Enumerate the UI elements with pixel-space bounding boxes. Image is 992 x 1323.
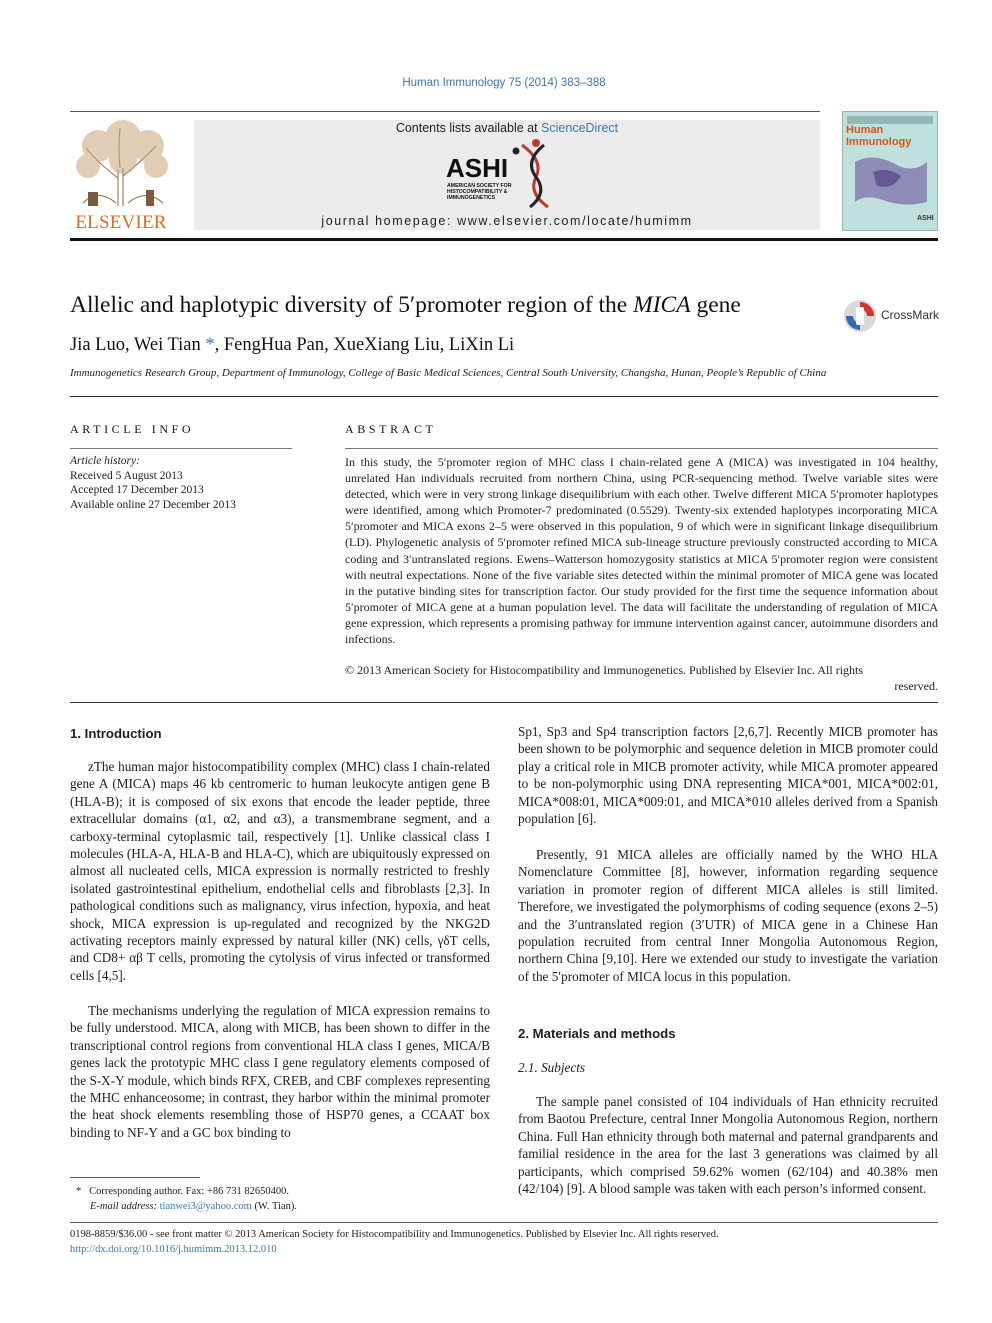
svg-text:AMERICAN SOCIETY FOR: AMERICAN SOCIETY FOR [447,183,512,189]
contents-prefix: Contents lists available at [395,121,542,135]
footnote-rule [70,1177,200,1178]
email-link[interactable]: tianwei3@yahoo.com [159,1201,252,1212]
title-text: Allelic and haplotypic diversity of 5′promoter region of the [70,292,634,318]
authors-rest: , FengHua Pan, XueXiang Liu, LiXin Li [214,335,515,355]
footnote-mark: * [76,1186,82,1197]
title-gene: MICA [633,292,691,318]
section-divider [70,702,938,703]
introduction-paragraph-1 [70,758,490,984]
header-thick-divider [70,238,938,241]
subjects-text: The sample panel consisted of 104 individuals of Han ethnicity recruited from Baotou Prefecture, central Inner Mongolia Autonomous Region, northern China. Full Han ethnicity through both maternal and paternal grandparents and familial residence in the area for the last 3 generations was claimed by all participants, which comprised 59.62% women (62/104) and 40.38% men (42/104) [9]. A blood sample was taken with each person’s informed consent. [518,1094,938,1197]
subjects-paragraph [518,1093,938,1197]
svg-text:HISTOCOMPATIBILITY &: HISTOCOMPATIBILITY & [447,189,508,195]
abstract-heading: ABSTRACT [345,422,437,436]
cover-title [846,124,934,148]
intro-p2-text: The mechanisms underlying the regulation of MICA expression remains to be fully understood. MICA, along with MICB, has been shown to differ in the transcriptional control regions from conventional HLA class I genes, MICA/B genes lack the prototypic MHC class I gene regulatory elements composed of the S-X-Y module, which binds RFX, CREB, and CBF complexes representing the MHC enhanceosome; in contrast, they harbor within the minimal promoter the heat shock elements resembling those of HSP70 genes, a CCAAT box binding to NF-Y and a GC box binding to [70,1003,490,1140]
issn-copyright: 0198-8859/$36.00 - see front matter © 2013 American Society for Histocompatibility and Immunogenetics. Published by Elsevier Inc. All rights reserved. [70,1229,719,1240]
sciencedirect-link[interactable]: ScienceDirect [541,121,619,135]
journal-reference-link[interactable]: Human Immunology 75 (2014) 383–388 [402,77,606,89]
cover-ashi-label: ASHI [917,215,934,222]
introduction-heading: 1. Introduction [70,726,162,741]
section-divider [70,396,938,397]
doi-link[interactable]: http://dx.doi.org/10.1016/j.humimm.2013.12.010 [70,1244,277,1255]
introduction-paragraph-2 [70,1002,490,1141]
article-info-heading: ARTICLE INFO [70,422,195,436]
crossmark-icon [843,299,879,333]
email-suffix: (W. Tian). [251,1201,297,1212]
corresponding-author-mark[interactable]: * [205,335,215,355]
corresponding-text: Corresponding author. Fax: +86 731 82650400. [89,1186,289,1197]
affiliation: Immunogenetics Research Group, Department of Immunology, College of Basic Medical Sciences, Central South University, Changsha, Hunan, People’s Republic of China [70,367,827,379]
authors-first: Jia Luo, Wei Tian [70,335,206,355]
copyright-line-1: © 2013 American Society for Histocompatibility and Immunogenetics. Published by Elsevier Inc. All rights [345,663,864,677]
cover-title-line-1: Human [846,124,884,136]
copyright-line-2: reserved. [894,679,938,694]
crossmark-label: CrossMark [881,308,940,322]
svg-text:IMMUNOGENETICS: IMMUNOGENETICS [447,195,496,201]
abstract-text: In this study, the 5′promoter region of MHC class I chain-related gene A (MICA) was investigated in 104 healthy, unrelated Han individuals recruited from northern China, using PCR-sequencing method. Twelve variable sites were detected, which were in very strong linkage disequilibrium with each other. Twelve different MICA 5′promoter haplotypes were identified, among which Promoter-7 predominated (0.5529). Twenty-six extended haplotypes incorporating MICA 5′promoter and MICA exons 2–5 were observed in this population, 9 of which were in significant linkage disequilibrium (LD). Phylogenetic analysis of 5′promoter refined MICA sub-lineage structure previously constructed according to MICA coding and 3′untranslated regions. Ewens–Watterson homozygosity statistics at MICA 5′promoter region were consistent with neutral expectations. None of the five variable sites detected within the minimal promoter of MICA gene was located in the putative binding sites for transcription factor. Our study provided for the first time the sequence information about 5′promoter of MICA gene at a human population level. The data will facilitate the understanding of regulation of MICA gene expression, which represents a promising pathway for immune intervention against cancer, autoimmune disorders and infections. [345,455,938,647]
article-title [70,292,741,319]
email-note [90,1201,297,1212]
corresponding-author-note [76,1186,289,1197]
article-info-rule [70,448,292,449]
title-suffix: gene [690,292,741,318]
ashi-logo-icon [444,137,570,213]
elsevier-logo-text: ELSEVIER [75,212,167,233]
journal-homepage-link[interactable]: journal homepage: www.elsevier.com/locate/humimm [321,214,693,228]
introduction-paragraph-4 [518,846,938,985]
contents-line [194,121,820,135]
article-history [70,454,236,512]
author-list [70,335,514,356]
accepted-date: Accepted 17 December 2013 [70,484,204,496]
received-date: Received 5 August 2013 [70,469,183,482]
abstract-copyright [345,662,938,694]
cover-title-line-2: Immunology [846,136,912,148]
introduction-paragraph-3 [518,723,938,827]
online-date: Available online 27 December 2013 [70,498,236,511]
ashi-logo-name: ASHI [446,153,509,183]
crossmark-button[interactable] [843,299,938,333]
subjects-heading: 2.1. Subjects [518,1060,586,1075]
footer-rule [70,1222,938,1223]
header-divider [70,111,820,112]
abstract-rule [345,448,938,449]
history-label: Article history: [70,455,140,467]
right-p1-text: Presently, 91 MICA alleles are officially named by the WHO HLA Nomenclature Committee [8], however, information regarding sequence variation in promoter region of different MICA alleles is still limited. Therefore, we investigated the polymorphisms of coding sequence (exons 2–5) and the 3′untranslated region (3′UTR) of MICA gene in a Chinese Han population recruited from central Inner Mongolia Autonomous Region, northern China [9,10]. Here we extended our study to investigate the variation of the 5′promoter of MICA locus in this population. [518,847,938,984]
right-p0-text: Sp1, Sp3 and Sp4 transcription factors [2,6,7]. Recently MICB promoter has been shown to be polymorphic and sequence deletion in MICB promoter could play a critical role in MICB promoter activity, while MICA promoter appeared to be non-polymorphic using DNA representing MICA*001, MICA*002:01, MICA*008:01, MICA*009:01, and MICA*010 alleles derived from a Spanish population [6]. [518,724,938,827]
email-label: E-mail address: [90,1201,157,1212]
intro-p1-text: zThe human major histocompatibility complex (MHC) class I chain-related gene A (MICA) maps 46 kb centromeric to human leukocyte antigen gene B (HLA-B); it is composed of six exons that encode the leader peptide, three extracellular domains (α1, α2, and α3), a transmembrane segment, and a carboxy-terminal cytoplasmic tail, respectively [1]. Unlike classical class I molecules (HLA-A, HLA-B and HLA-C), which are ubiquitously expressed on almost all nucleated cells, MICA expression is normally restricted to freshly isolated gastrointestinal epithelium, endothelial cells and fibroblasts [2,3]. In pathological conditions such as malignancy, virus infection, hypoxia, and heat shock, MICA expression is up-regulated and recognized by the NKG2D activating receptors mainly expressed by natural killer (NK) cells, γδT cells, and CD8+ αβ T cells, promoting the cytolysis of virus infected or transformed cells [4,5]. [70,759,490,983]
materials-methods-heading: 2. Materials and methods [518,1026,676,1041]
